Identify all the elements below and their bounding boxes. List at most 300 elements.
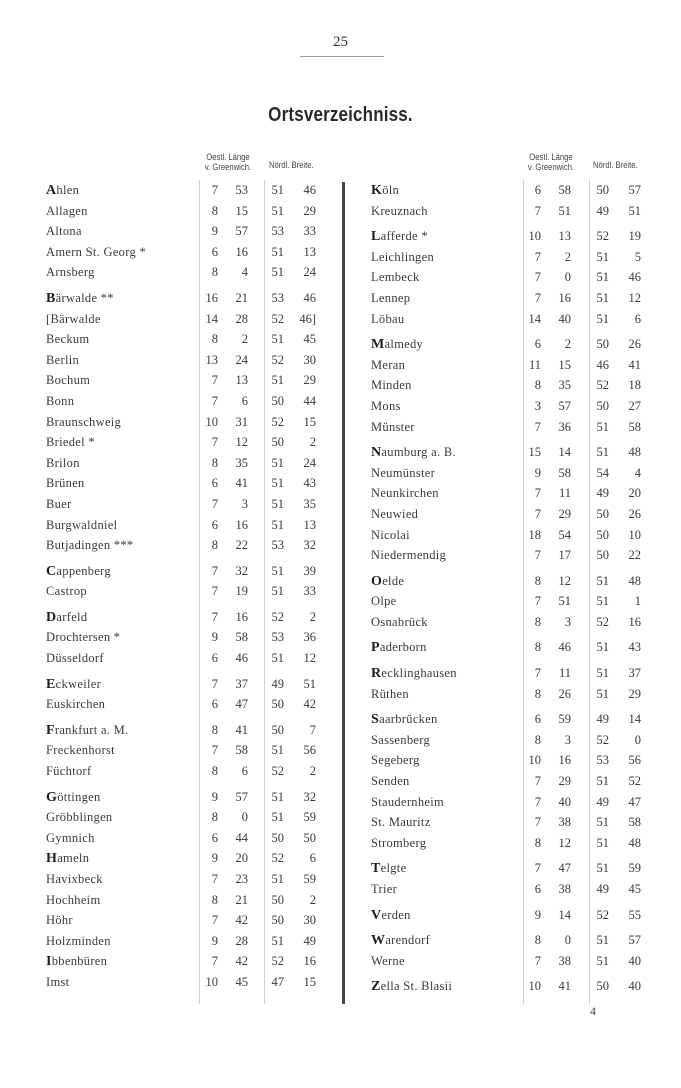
letter-initial: G	[46, 789, 58, 805]
place-name-text: aarbrücken	[379, 712, 438, 727]
table-row	[371, 905, 661, 926]
longitude-minutes: 47	[558, 861, 571, 876]
longitude-minutes: 19	[235, 584, 248, 599]
table-row	[46, 262, 336, 283]
latitude-minutes: 59	[303, 872, 316, 886]
latitude-minutes: 7	[309, 722, 316, 737]
table-row	[371, 226, 661, 247]
place-name	[46, 740, 115, 761]
longitude-degrees: 9	[211, 630, 218, 645]
latitude-minutes: 29	[628, 686, 641, 701]
place-name-text: Niedermendig	[371, 548, 447, 563]
place-name	[46, 412, 121, 433]
longitude-degrees: 9	[211, 789, 218, 804]
table-row	[371, 267, 661, 288]
longitude-minutes: 29	[558, 774, 571, 789]
longitude-minutes: 57	[235, 789, 248, 804]
longitude-header-line1: Oestl. Länge	[529, 152, 573, 162]
longitude-degrees: 14	[528, 311, 541, 326]
latitude-degrees: 52	[271, 609, 284, 624]
table-row	[371, 879, 661, 900]
table-row	[46, 740, 336, 761]
longitude-degrees: 10	[528, 753, 541, 768]
longitude-minutes: 0	[564, 270, 571, 285]
page-number: 25	[333, 34, 348, 50]
longitude-minutes: 29	[558, 506, 571, 521]
latitude-degrees: 51	[596, 594, 609, 609]
longitude-degrees: 7	[211, 563, 218, 578]
latitude-degrees: 51	[596, 419, 609, 434]
place-name	[371, 637, 427, 659]
longitude-degrees: 6	[211, 697, 218, 712]
longitude-degrees: 8	[534, 686, 541, 701]
place-name	[371, 525, 410, 546]
latitude-degrees: 50	[596, 183, 609, 197]
latitude-minutes: 43	[628, 640, 641, 655]
place-name	[46, 890, 100, 911]
longitude-degrees: 7	[211, 584, 218, 599]
latitude-degrees: 49	[596, 486, 609, 501]
latitude-minutes: 13	[303, 244, 316, 259]
latitude-degrees: 50	[596, 527, 609, 542]
table-row	[46, 535, 336, 556]
longitude-degrees: 7	[534, 270, 541, 285]
latitude-minutes: 33	[303, 224, 316, 239]
place-name-text: Beckum	[46, 332, 90, 347]
latitude-degrees: 50	[271, 892, 284, 907]
latitude-degrees: 46	[596, 357, 609, 372]
longitude-degrees: 7	[211, 393, 218, 408]
latitude-degrees: 51	[271, 563, 284, 578]
latitude-degrees: 51	[596, 249, 609, 264]
longitude-degrees: 7	[211, 183, 218, 197]
place-name	[46, 221, 82, 242]
longitude-minutes: 11	[558, 486, 571, 501]
place-name	[371, 309, 404, 330]
latitude-degrees: 49	[596, 712, 609, 727]
latitude-header: Nördl. Breite.	[593, 160, 638, 170]
longitude-degrees: 8	[211, 265, 218, 280]
latitude-minutes: 56	[628, 753, 641, 768]
table-row	[46, 221, 336, 242]
place-name	[46, 309, 101, 330]
place-name	[46, 350, 79, 371]
letter-initial: F	[46, 722, 55, 738]
place-name-text: Euskirchen	[46, 697, 106, 712]
latitude-degrees: 50	[271, 697, 284, 712]
longitude-minutes: 16	[235, 517, 248, 532]
latitude-minutes: 46	[303, 183, 316, 197]
place-name	[371, 771, 410, 792]
place-name-text: öttingen	[57, 789, 101, 804]
letter-initial: D	[46, 609, 57, 625]
letter-initial: K	[371, 183, 383, 198]
place-name	[46, 201, 88, 222]
place-name-text: appenberg	[56, 563, 111, 578]
right-column-header	[371, 150, 661, 180]
latitude-degrees: 50	[271, 393, 284, 408]
longitude-minutes: 46	[558, 640, 571, 655]
latitude-degrees: 51	[271, 517, 284, 532]
longitude-minutes: 21	[235, 290, 248, 305]
longitude-degrees: 7	[534, 594, 541, 609]
longitude-minutes: 0	[241, 810, 248, 825]
latitude-degrees: 51	[596, 666, 609, 681]
latitude-minutes: 0	[634, 732, 641, 747]
latitude-degrees: 51	[596, 861, 609, 876]
table-row	[371, 355, 661, 376]
table-row	[371, 334, 661, 355]
latitude-degrees: 50	[596, 398, 609, 413]
table-row	[371, 930, 661, 951]
table-row	[46, 309, 336, 330]
place-name-text: Gymnich	[46, 830, 95, 845]
table-row	[371, 663, 661, 684]
longitude-minutes: 3	[564, 732, 571, 747]
longitude-minutes: 3	[241, 496, 248, 511]
letter-initial: L	[371, 229, 381, 245]
longitude-minutes: 20	[235, 851, 248, 866]
place-name	[46, 674, 101, 696]
table-row	[371, 442, 661, 463]
longitude-minutes: 11	[558, 666, 571, 681]
latitude-degrees: 51	[596, 933, 609, 948]
place-name-text: Rüthen	[371, 686, 409, 701]
table-row	[46, 931, 336, 952]
place-name-text: Brilon	[46, 455, 80, 470]
place-name-text: Münster	[371, 419, 415, 434]
place-name	[371, 930, 430, 952]
longitude-degrees: 7	[211, 872, 218, 886]
place-name	[46, 694, 105, 715]
longitude-degrees: 7	[211, 496, 218, 511]
latitude-header: Nördl. Breite.	[269, 160, 314, 170]
longitude-minutes: 35	[235, 455, 248, 470]
latitude-degrees: 50	[596, 548, 609, 563]
place-name-text: Hochheim	[46, 892, 101, 907]
longitude-degrees: 6	[534, 712, 541, 727]
place-name-text: Düsseldorf	[46, 651, 104, 666]
place-name-text: ärwalde **	[55, 290, 114, 305]
page-number-rule	[300, 56, 384, 57]
longitude-minutes: 28	[235, 311, 248, 326]
longitude-degrees: 6	[534, 183, 541, 197]
place-name	[371, 612, 428, 633]
place-name-text: Senden	[371, 774, 410, 789]
right-latitude-divider	[589, 180, 590, 1004]
latitude-minutes: 29	[303, 203, 316, 218]
longitude-degrees: 8	[211, 332, 218, 347]
latitude-minutes: 43	[303, 476, 316, 491]
longitude-degrees: 7	[534, 548, 541, 563]
longitude-degrees: 7	[534, 774, 541, 789]
longitude-minutes: 58	[558, 183, 571, 197]
table-row	[46, 720, 336, 741]
table-row	[371, 483, 661, 504]
letter-initial: T	[371, 861, 381, 877]
longitude-degrees: 6	[534, 337, 541, 352]
latitude-minutes: 57	[628, 933, 641, 948]
latitude-degrees: 51	[271, 496, 284, 511]
place-name-text: Castrop	[46, 584, 87, 599]
latitude-degrees: 52	[271, 851, 284, 866]
latitude-minutes: 56	[303, 743, 316, 758]
latitude-minutes: 2	[309, 764, 316, 779]
place-name	[371, 591, 397, 612]
longitude-degrees: 6	[211, 476, 218, 491]
longitude-minutes: 16	[558, 290, 571, 305]
place-name	[371, 812, 431, 833]
latitude-degrees: 51	[271, 584, 284, 599]
latitude-degrees: 52	[596, 614, 609, 629]
longitude-degrees: 8	[534, 933, 541, 948]
place-name	[371, 792, 444, 813]
latitude-degrees: 51	[271, 651, 284, 666]
place-name-text: aderborn	[379, 640, 427, 655]
latitude-degrees: 47	[271, 974, 284, 989]
latitude-degrees: 51	[596, 640, 609, 655]
place-name-text: erden	[381, 907, 411, 922]
place-name	[371, 571, 404, 593]
place-name	[371, 545, 446, 566]
table-row	[371, 812, 661, 833]
latitude-degrees: 52	[271, 352, 284, 367]
longitude-degrees: 10	[205, 414, 218, 429]
place-name	[46, 473, 85, 494]
table-row	[371, 637, 661, 658]
place-name-text: Löbau	[371, 311, 405, 326]
place-name	[46, 627, 120, 648]
letter-initial: H	[46, 851, 58, 867]
longitude-minutes: 57	[558, 398, 571, 413]
place-name	[371, 879, 397, 900]
latitude-degrees: 54	[596, 465, 609, 480]
longitude-minutes: 41	[558, 979, 571, 994]
latitude-minutes: 46	[628, 270, 641, 285]
latitude-minutes: 4	[634, 465, 641, 480]
left-longitude-divider	[199, 180, 200, 1004]
longitude-minutes: 42	[235, 913, 248, 928]
latitude-degrees: 52	[596, 229, 609, 244]
place-name-text: Briedel *	[46, 435, 95, 450]
longitude-minutes: 32	[235, 563, 248, 578]
latitude-degrees: 51	[596, 290, 609, 305]
longitude-minutes: 16	[235, 609, 248, 624]
longitude-minutes: 15	[235, 203, 248, 218]
table-row	[371, 463, 661, 484]
longitude-degrees: 8	[211, 810, 218, 825]
longitude-minutes: 31	[235, 414, 248, 429]
place-name-text: Füchtorf	[46, 764, 92, 779]
latitude-minutes: 46]	[299, 311, 316, 326]
place-name	[371, 201, 428, 222]
longitude-minutes: 4	[241, 265, 248, 280]
center-column-divider	[342, 182, 345, 1004]
table-row	[46, 848, 336, 869]
latitude-degrees: 51	[596, 774, 609, 789]
latitude-degrees: 49	[596, 794, 609, 809]
latitude-minutes: 29	[303, 373, 316, 388]
longitude-minutes: 6	[241, 764, 248, 779]
place-name	[371, 288, 410, 309]
longitude-minutes: 51	[558, 203, 571, 218]
latitude-degrees: 51	[271, 455, 284, 470]
place-name-text: ckweiler	[55, 676, 102, 691]
latitude-minutes: 30	[303, 913, 316, 928]
place-name-text: Allagen	[46, 203, 88, 218]
latitude-minutes: 2	[309, 435, 316, 450]
place-name-text: Holzminden	[46, 933, 111, 948]
latitude-minutes: 27	[628, 398, 641, 413]
longitude-degrees: 9	[534, 907, 541, 922]
longitude-minutes: 2	[564, 249, 571, 264]
latitude-degrees: 51	[596, 270, 609, 285]
place-name	[46, 931, 111, 952]
latitude-minutes: 10	[628, 527, 641, 542]
place-name	[46, 515, 117, 536]
longitude-degrees: 18	[528, 527, 541, 542]
place-name-text: ella St. Blasii	[380, 979, 453, 994]
table-row	[371, 247, 661, 268]
place-name	[371, 180, 399, 202]
longitude-degrees: 7	[534, 203, 541, 218]
place-name-text: aumburg a. B.	[381, 445, 456, 460]
place-name	[371, 334, 423, 356]
longitude-minutes: 3	[564, 614, 571, 629]
table-row	[46, 694, 336, 715]
longitude-degrees: 8	[211, 892, 218, 907]
latitude-degrees: 53	[596, 753, 609, 768]
latitude-degrees: 49	[596, 882, 609, 896]
latitude-minutes: 22	[628, 548, 641, 563]
place-name	[371, 247, 434, 268]
letter-initial: A	[46, 183, 57, 198]
table-row	[46, 242, 336, 263]
left-latitude-divider	[264, 180, 265, 1004]
longitude-minutes: 13	[558, 229, 571, 244]
longitude-minutes: 21	[235, 892, 248, 907]
table-row	[46, 828, 336, 849]
latitude-degrees: 52	[271, 764, 284, 779]
place-name	[46, 869, 103, 890]
table-row	[46, 453, 336, 474]
longitude-degrees: 6	[211, 651, 218, 666]
latitude-degrees: 52	[596, 732, 609, 747]
letter-initial: O	[371, 573, 383, 589]
place-name	[371, 396, 401, 417]
longitude-degrees: 10	[528, 229, 541, 244]
latitude-degrees: 51	[271, 265, 284, 280]
place-name-text: St. Mauritz	[371, 815, 431, 830]
latitude-minutes: 16	[628, 614, 641, 629]
longitude-minutes: 58	[235, 743, 248, 758]
table-row	[371, 571, 661, 592]
latitude-degrees: 51	[271, 872, 284, 886]
place-name	[46, 242, 146, 263]
page-title: Ortsverzeichniss.	[268, 104, 413, 126]
place-name	[371, 750, 420, 771]
longitude-minutes: 12	[235, 435, 248, 450]
longitude-minutes: 2	[241, 332, 248, 347]
longitude-degrees: 6	[211, 830, 218, 845]
latitude-minutes: 51	[303, 676, 316, 691]
place-name-text: Brünen	[46, 476, 85, 491]
latitude-degrees: 51	[596, 953, 609, 968]
longitude-minutes: 16	[558, 753, 571, 768]
place-name	[46, 607, 87, 629]
longitude-minutes: 35	[558, 378, 571, 393]
place-name-text: Sassenberg	[371, 732, 431, 747]
place-name	[46, 951, 107, 973]
place-name	[46, 494, 72, 515]
latitude-minutes: 45	[628, 882, 641, 896]
longitude-minutes: 14	[558, 445, 571, 460]
latitude-minutes: 5	[634, 249, 641, 264]
table-row	[46, 561, 336, 582]
latitude-degrees: 53	[271, 538, 284, 553]
place-name	[46, 807, 112, 828]
latitude-minutes: 51	[628, 203, 641, 218]
longitude-minutes: 54	[558, 527, 571, 542]
place-name	[371, 483, 439, 504]
latitude-minutes: 33	[303, 584, 316, 599]
longitude-minutes: 12	[558, 835, 571, 850]
letter-initial: V	[371, 907, 382, 923]
latitude-minutes: 35	[303, 496, 316, 511]
place-name-text: Neuwied	[371, 506, 419, 521]
place-name-text: Olpe	[371, 594, 397, 609]
latitude-degrees: 51	[271, 373, 284, 388]
longitude-degrees: 6	[211, 244, 218, 259]
table-row	[371, 201, 661, 222]
longitude-degrees: 9	[211, 851, 218, 866]
longitude-minutes: 16	[235, 244, 248, 259]
left-column-rows	[46, 180, 336, 993]
longitude-minutes: 22	[235, 538, 248, 553]
longitude-degrees: 10	[205, 974, 218, 989]
letter-initial: Z	[371, 979, 381, 995]
place-name-text: [Bärwalde	[46, 311, 101, 326]
table-row	[46, 329, 336, 350]
longitude-degrees: 6	[211, 517, 218, 532]
latitude-degrees: 52	[271, 311, 284, 326]
latitude-minutes: 19	[628, 229, 641, 244]
place-name	[46, 761, 91, 782]
latitude-minutes: 14	[628, 712, 641, 727]
latitude-minutes: 50	[303, 830, 316, 845]
longitude-minutes: 53	[235, 183, 248, 197]
latitude-degrees: 51	[596, 686, 609, 701]
table-row	[46, 201, 336, 222]
letter-initial: N	[371, 445, 382, 461]
longitude-degrees: 7	[211, 435, 218, 450]
place-name	[46, 535, 133, 556]
latitude-minutes: 58	[628, 815, 641, 830]
latitude-degrees: 52	[271, 414, 284, 429]
longitude-header-line2: v. Greenwich.	[204, 162, 252, 172]
latitude-minutes: 58	[628, 419, 641, 434]
latitude-degrees: 51	[596, 573, 609, 588]
longitude-minutes: 41	[235, 722, 248, 737]
place-name-text: Braunschweig	[46, 414, 122, 429]
table-row	[371, 545, 661, 566]
latitude-minutes: 37	[628, 666, 641, 681]
longitude-degrees: 7	[534, 486, 541, 501]
longitude-degrees: 8	[534, 614, 541, 629]
place-name-text: ecklinghausen	[381, 666, 457, 681]
table-row	[46, 494, 336, 515]
longitude-minutes: 14	[558, 907, 571, 922]
